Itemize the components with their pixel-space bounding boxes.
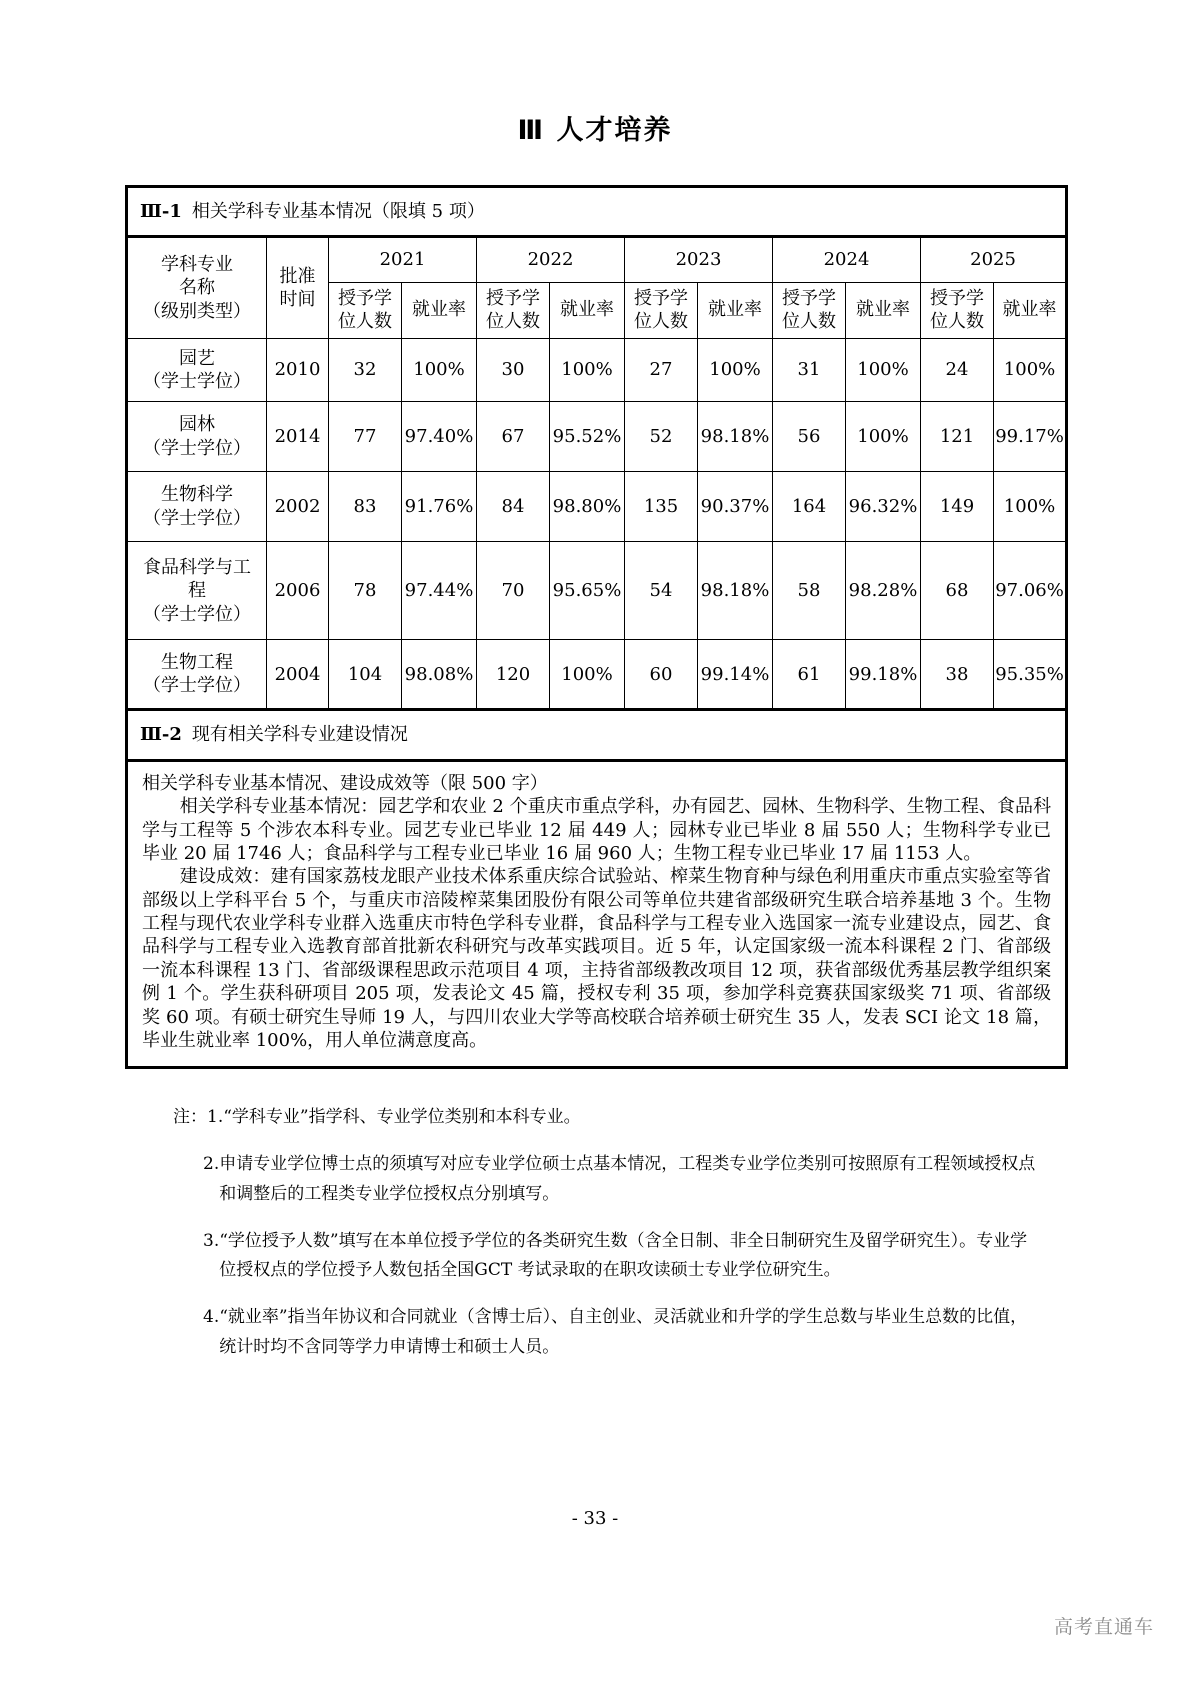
section-header-row-3-2 xyxy=(127,710,1067,760)
header-degree-line1: 授予学 xyxy=(930,287,984,309)
note-lead-1 xyxy=(125,1103,223,1133)
row-rate-2024: 100% xyxy=(846,402,921,472)
header-degrees-2022 xyxy=(477,282,550,338)
row-rate-2021: 91.76% xyxy=(402,472,477,542)
row-discipline-name xyxy=(127,542,267,640)
header-year-2025: 2025 xyxy=(921,237,1067,282)
row-rate-2021: 98.08% xyxy=(402,640,477,710)
row-degrees-2024: 58 xyxy=(773,542,846,640)
body-paragraph-2: 建设成效：建有国家荔枝龙眼产业技术体系重庆综合试验站、榨菜生物育种与绿色利用重庆市重点实验室等省部级以上学科平台 5 个，与重庆市涪陵榨菜集团股份有限公司等单位共建省部级研究生联合培养基地 3 个。生物工程与现代农业学科专业群入选重庆市特色学科专业群，食品科学与工程专业入选国家一流专业建设点，园艺、食品科学与工程专业入选教育部首批新农科研究与改革实践项目。近 5 年，认定国家级一流本科课程 2 门、省部级一流本科课程 13 门、省部级课程思政示范项目 4 项，主持省部级教改项目 12 项，获省部级优秀基层教学组织案例 1 个。学生获科研项目 205 项，发表论文 45 篇，授权专利 35 项，参加学科竞赛获国家级奖 71 项、省部级奖 60 项。有硕士研究生导师 19 人，与四川农业大学等高校联合培养硕士研究生 35 人，发表 SCI 论文 18 篇，毕业生就业率 100%，用人单位满意度高。 xyxy=(142,866,1052,1052)
row-name-line1b: 程 xyxy=(188,580,206,602)
table-row xyxy=(127,472,1067,542)
row-degrees-2022: 120 xyxy=(477,640,550,710)
section-number-3-2: Ⅲ-2 xyxy=(140,724,182,746)
row-degrees-2024: 61 xyxy=(773,640,846,710)
row-rate-2023: 98.18% xyxy=(698,542,773,640)
table-row xyxy=(127,640,1067,710)
header-rate-2024: 就业率 xyxy=(846,282,921,338)
row-approval-year: 2002 xyxy=(267,472,329,542)
row-degrees-2023: 54 xyxy=(625,542,698,640)
header-approval-time xyxy=(267,237,329,338)
header-rate-2022: 就业率 xyxy=(550,282,625,338)
row-name-line2: （学士学位） xyxy=(143,437,251,459)
row-degrees-2021: 104 xyxy=(329,640,402,710)
header-degree-line2: 位人数 xyxy=(634,311,688,333)
note-marker-1: 1. xyxy=(207,1107,224,1128)
note-item-1 xyxy=(125,1103,1065,1133)
row-name-line1: 园林 xyxy=(179,414,215,436)
note-marker-3: 3. xyxy=(203,1230,220,1251)
row-rate-2023: 98.18% xyxy=(698,402,773,472)
body-paragraph-1: 相关学科专业基本情况：园艺学和农业 2 个重庆市重点学科，办有园艺、园林、生物科学、生物工程、食品科学与工程等 5 个涉农本科专业。园艺专业已毕业 12 届 449 人；园林专业已毕业 8 届 550 人；生物科学专业已毕业 20 届 1746 人；食品科学与工程专业已毕业 16 届 960 人；生物工程专业已毕业 17 届 1153 人。 xyxy=(142,796,1052,864)
header-year-2024: 2024 xyxy=(773,237,921,282)
note-marker-4: 4. xyxy=(203,1307,220,1328)
note-text-2 xyxy=(219,1150,1065,1210)
row-rate-2022: 98.80% xyxy=(550,472,625,542)
header-time-line2: 时间 xyxy=(279,288,316,310)
row-discipline-name xyxy=(127,640,267,710)
row-approval-year: 2004 xyxy=(267,640,329,710)
row-degrees-2021: 77 xyxy=(329,402,402,472)
row-degrees-2025: 24 xyxy=(921,338,994,402)
header-degree-line1: 授予学 xyxy=(782,287,836,309)
row-rate-2024: 96.32% xyxy=(846,472,921,542)
header-degree-line2: 位人数 xyxy=(486,311,540,333)
row-rate-2024: 100% xyxy=(846,338,921,402)
header-degree-line1: 授予学 xyxy=(634,287,688,309)
header-year-2023: 2023 xyxy=(625,237,773,282)
row-degrees-2023: 27 xyxy=(625,338,698,402)
header-degree-line1: 授予学 xyxy=(338,287,392,309)
row-rate-2022: 95.52% xyxy=(550,402,625,472)
note-text-4-cont: 统计时均不含同等学力申请博士和硕士人员。 xyxy=(219,1336,560,1357)
row-discipline-name xyxy=(127,402,267,472)
row-rate-2022: 95.65% xyxy=(550,542,625,640)
row-degrees-2021: 83 xyxy=(329,472,402,542)
row-degrees-2025: 149 xyxy=(921,472,994,542)
note-marker-2: 2. xyxy=(203,1154,220,1175)
row-name-line1: 生物工程 xyxy=(161,651,233,673)
row-degrees-2024: 56 xyxy=(773,402,846,472)
header-degrees-2024 xyxy=(773,282,846,338)
section-body-row-3-2 xyxy=(127,760,1067,1068)
row-approval-year: 2006 xyxy=(267,542,329,640)
section-number-3-1: Ⅲ-1 xyxy=(140,201,182,222)
row-degrees-2022: 30 xyxy=(477,338,550,402)
row-degrees-2022: 70 xyxy=(477,542,550,640)
page-number: - 33 - xyxy=(571,1508,619,1529)
discipline-table xyxy=(125,185,1068,1069)
row-rate-2025: 100% xyxy=(994,472,1067,542)
row-name-line1: 园艺 xyxy=(179,347,215,369)
row-rate-2021: 100% xyxy=(402,338,477,402)
row-rate-2023: 90.37% xyxy=(698,472,773,542)
row-degrees-2023: 135 xyxy=(625,472,698,542)
section-header-row-3-1 xyxy=(127,187,1067,237)
row-degrees-2025: 68 xyxy=(921,542,994,640)
row-discipline-name xyxy=(127,472,267,542)
notes-label: 注： xyxy=(173,1107,207,1128)
row-rate-2022: 100% xyxy=(550,338,625,402)
row-rate-2023: 99.14% xyxy=(698,640,773,710)
row-rate-2025: 99.17% xyxy=(994,402,1067,472)
row-rate-2024: 99.18% xyxy=(846,640,921,710)
row-degrees-2025: 121 xyxy=(921,402,994,472)
note-text-4-main: “就业率”指当年协议和合同就业（含博士后）、自主创业、灵活就业和升学的学生总数与毕业生总数的比值， xyxy=(219,1307,1028,1328)
section-body-3-2 xyxy=(127,760,1067,1068)
row-rate-2024: 98.28% xyxy=(846,542,921,640)
header-time-line1: 批准 xyxy=(279,265,316,287)
header-degree-line2: 位人数 xyxy=(930,311,984,333)
note-text-4 xyxy=(219,1303,1065,1363)
row-rate-2025: 100% xyxy=(994,338,1067,402)
note-text-1: “学科专业”指学科、专业学位类别和本科专业。 xyxy=(223,1107,581,1128)
header-degrees-2025 xyxy=(921,282,994,338)
page-title: Ⅲ 人才培养 xyxy=(517,115,673,146)
section-header-3-2 xyxy=(127,710,1067,760)
row-name-line1: 食品科学与工 xyxy=(143,556,251,578)
header-degrees-2021 xyxy=(329,282,402,338)
header-rate-2021: 就业率 xyxy=(402,282,477,338)
table-row xyxy=(127,338,1067,402)
row-degrees-2023: 52 xyxy=(625,402,698,472)
header-rate-2023: 就业率 xyxy=(698,282,773,338)
note-text-2-main: 申请专业学位博士点的须填写对应专业学位硕士点基本情况，工程类专业学位类别可按照原有工程领域授权点 xyxy=(219,1154,1036,1175)
row-name-line2: （学士学位） xyxy=(143,603,251,625)
note-item-4 xyxy=(125,1303,1065,1363)
row-rate-2021: 97.44% xyxy=(402,542,477,640)
header-name-line1: 学科专业 xyxy=(161,253,233,275)
note-item-3 xyxy=(125,1227,1065,1287)
header-degree-line2: 位人数 xyxy=(338,311,392,333)
note-text-2-cont: 和调整后的工程类专业学位授权点分别填写。 xyxy=(219,1183,560,1204)
header-name-line2: 名称 xyxy=(179,277,215,299)
table-row xyxy=(127,402,1067,472)
row-rate-2023: 100% xyxy=(698,338,773,402)
row-name-line2: （学士学位） xyxy=(143,675,251,697)
watermark: 高考直通车 xyxy=(1053,1616,1154,1638)
row-degrees-2021: 78 xyxy=(329,542,402,640)
row-approval-year: 2010 xyxy=(267,338,329,402)
row-approval-year: 2014 xyxy=(267,402,329,472)
main-content xyxy=(125,185,1065,1069)
row-rate-2025: 95.35% xyxy=(994,640,1067,710)
row-degrees-2022: 84 xyxy=(477,472,550,542)
table-row xyxy=(127,542,1067,640)
header-rate-2025: 就业率 xyxy=(994,282,1067,338)
header-year-2021: 2021 xyxy=(329,237,477,282)
note-text-3 xyxy=(219,1227,1065,1287)
header-discipline-name xyxy=(127,237,267,338)
header-name-line3: （级别类型） xyxy=(143,300,251,322)
note-text-3-main: “学位授予人数”填写在本单位授予学位的各类研究生数（含全日制、非全日制研究生及留学研究生）。专业学 xyxy=(219,1230,1028,1251)
note-text-3-cont: 位授权点的学位授予人数包括全国GCT 考试录取的在职攻读硕士专业学位研究生。 xyxy=(219,1260,841,1281)
row-name-line2: （学士学位） xyxy=(143,370,251,392)
row-degrees-2024: 164 xyxy=(773,472,846,542)
body-prompt: 相关学科专业基本情况、建设成效等（限 500 字） xyxy=(142,772,548,794)
row-discipline-name xyxy=(127,338,267,402)
header-degree-line1: 授予学 xyxy=(486,287,540,309)
row-rate-2022: 100% xyxy=(550,640,625,710)
row-degrees-2023: 60 xyxy=(625,640,698,710)
notes-section xyxy=(125,1103,1065,1362)
header-degree-line2: 位人数 xyxy=(782,311,836,333)
header-degrees-2023 xyxy=(625,282,698,338)
section-header-3-1 xyxy=(127,187,1067,237)
section-label-3-1: 相关学科专业基本情况（限填 5 项） xyxy=(191,201,485,222)
row-degrees-2025: 38 xyxy=(921,640,994,710)
table-header-year-row xyxy=(127,237,1067,282)
row-name-line2: （学士学位） xyxy=(143,507,251,529)
row-rate-2025: 97.06% xyxy=(994,542,1067,640)
row-degrees-2024: 31 xyxy=(773,338,846,402)
section-label-3-2: 现有相关学科专业建设情况 xyxy=(191,724,408,746)
row-degrees-2021: 32 xyxy=(329,338,402,402)
row-rate-2021: 97.40% xyxy=(402,402,477,472)
header-year-2022: 2022 xyxy=(477,237,625,282)
row-name-line1: 生物科学 xyxy=(161,484,233,506)
note-item-2 xyxy=(125,1150,1065,1210)
row-degrees-2022: 67 xyxy=(477,402,550,472)
